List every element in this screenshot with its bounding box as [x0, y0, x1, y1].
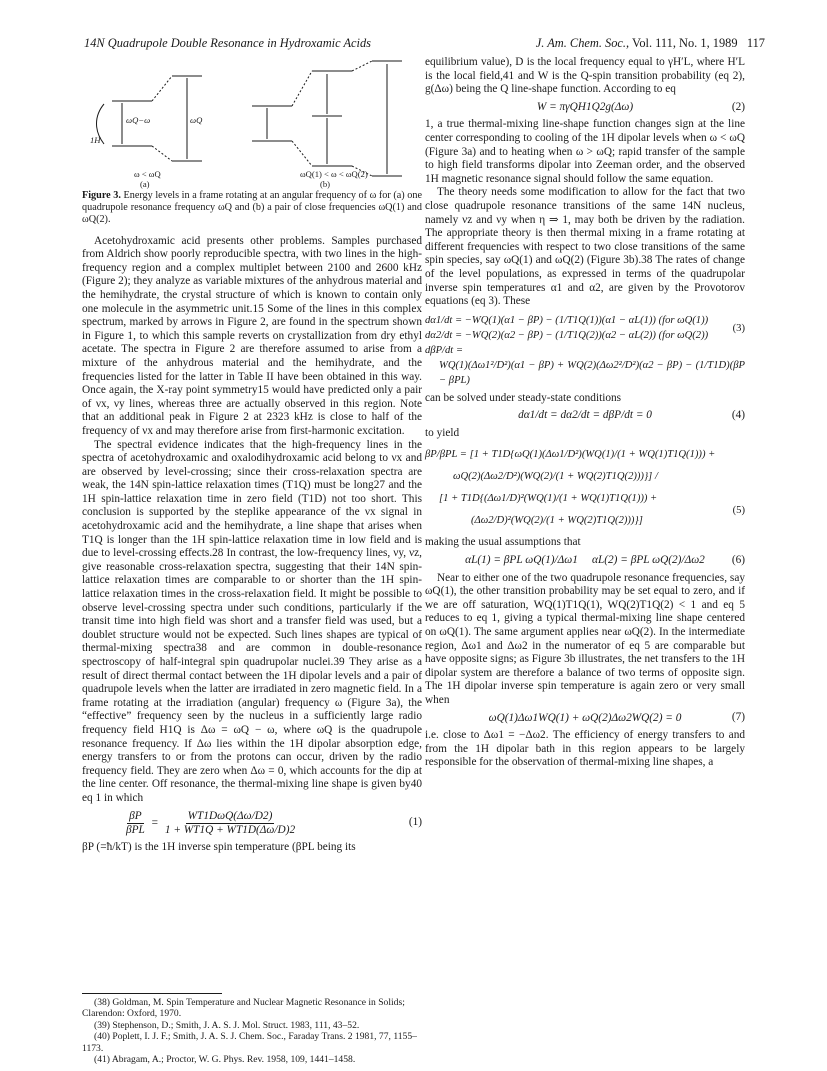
- equation-1: $\frac{\beta P}{\text{βPL}}$ = $\frac{\text{WT1DωQ(Δω/D2)}}{1 + WT1Q + WT1D(\Delta\omega/D)2}$ (1): [126, 809, 422, 836]
- figure-3: [82, 56, 422, 189]
- eq3-line4: WQ(1)(Δω1²/D²)(α1 − βP) + WQ(2)(Δω2²/D²)(α2 − βP) − (1/T1D)(βP − βPL): [439, 359, 745, 386]
- fig-label-wqw: ωQ−ω: [126, 115, 151, 125]
- paragraph-acetohydroxamic: Acetohydroxamic acid presents other problems. Samples purchased from Aldrich show poorly reproducible spectra, with two lines in the high-frequency region and a complex multiplet between 2100 and 2600 kHz (Figure 2); they analyze as variable mixtures of the anhydrous material and the hemihydrate, the crystal structure of which is known to contain only one molecule in the asymmetric unit.15 Some of the lines in this complex spectrum, marked by arrows in Figure 2, are found in the spectrum shown in Figure 1, to which this sample reverts on crystallization from dry ethyl acetate. The spectra in Figure 2 are therefore assumed to arise from a mixture of the anhydrous material and the hemihydrate, and the frequencies listed for the latter in Table II have been obtained in this way. Once again, the X-ray point symmetry15 would have predicted only a pair of νx, νy lines, whereas three are actually observed in this region. Note that an additional peak in Figure 2 at 2323 kHz is close to half of the frequency of νx and may therefore arise from first-harmonic excitation.: [82, 234, 422, 437]
- paragraph-near-resonance: Near to either one of the two quadrupole resonance frequencies, say ωQ(1), the other transition probability may be set equal to zero, and if we are off saturation, WQ(1)T1Q(1), WQ(2)T1Q(2) < 1 and eq 5 reduces to eq 1, giving a typical thermal-mixing line shape centered on ωQ(1). The same argument applies near ωQ(2). In the intermediate region, Δω1 and Δω2 in the numerator of eq 5 are comparable but have opposite signs; as Figure 3b illustrates, the net transfers to the 1H dipolar system are therefore a balance of two terms of opposite sign. The 1H dipolar inverse spin temperature is again zero or very small when: [425, 571, 745, 706]
- journal-volume: Vol. 111, No. 1, 1989: [632, 36, 738, 50]
- right-column: [425, 56, 745, 770]
- paragraph-tail: βP (=ħ/kT) is the 1H inverse spin temperature (βPL being its: [82, 840, 356, 853]
- eq5-line4: (Δω2/D)²(WQ(2)/(1 + WQ(2)T1Q(2)))}]: [471, 515, 643, 527]
- page-number: 117: [746, 36, 765, 50]
- eq2-number: (2): [731, 100, 745, 113]
- journal-name: J. Am. Chem. Soc.,: [535, 36, 630, 50]
- caption-label: Figure 3.: [82, 190, 121, 201]
- paragraph-thermal-mixing: 1, a true thermal-mixing line-shape function changes sign at the line center corresponding to cooling of the 1H dipolar levels when ω < ωQ (Figure 3a) and to heating when ω > ωQ; rapid transfer of the sample to high field transforms dipolar into Zeeman order, and the observed 1H magnetic resonance signal should follow the same equation.: [425, 118, 745, 185]
- eq1-lhs: [124, 810, 147, 837]
- eq1-rhs-num: WT1DωQ(Δω/D2): [187, 809, 273, 822]
- eq3-line1: dα1/dt = −WQ(1)(α1 − βP) − (1/T1Q(1))(α1 − αL(1)) (for ωQ(1)): [425, 314, 709, 326]
- panel-b-levels: [252, 61, 402, 176]
- eq3-line3: dβP/dt =: [425, 344, 464, 356]
- equation-4: [425, 409, 745, 423]
- equation-5: [425, 444, 745, 532]
- reference-41: (41) Abragam, A.; Proctor, W. G. Phys. Rev. 1958, 109, 1441–1458.: [94, 1054, 356, 1066]
- paragraph-equilibrium: equilibrium value), D is the local frequency equal to γH′L, where H′L is the local field,41 and W is the Q-spin transition probability (eq 2), g(Δω) being the Q line-shape function. According to eq: [425, 56, 745, 96]
- eq6-number: (6): [731, 554, 745, 567]
- eq4-body: dα1/dt = dα2/dt = dβP/dt = 0: [518, 409, 652, 422]
- eq7-number: (7): [731, 711, 745, 724]
- paragraph-assumptions: making the usual assumptions that: [425, 536, 581, 549]
- reference-38: (38) Goldman, M. Spin Temperature and Nuclear Magnetic Resonance in Solids; Clarendon: Oxford, 1970.: [82, 997, 405, 1020]
- equation-6: [425, 554, 745, 568]
- references: [82, 993, 422, 1065]
- eq5-line1: βP/βPL = [1 + T1D{ωQ(1)(Δω1/D²)(WQ(1)/(1 + WQ(1)T1Q(1))) +: [425, 449, 716, 461]
- eq3-line2: dα2/dt = −WQ(2)(α2 − βP) − (1/T1Q(2))(α2 − αL(2)) (for ωQ(2)): [425, 329, 709, 341]
- equation-2: [425, 101, 745, 115]
- left-column: [82, 56, 422, 854]
- references-rule: [82, 993, 222, 994]
- fig-cond-a: ω < ωQ: [134, 169, 161, 179]
- fig-label-wq: ωQ: [190, 115, 203, 125]
- eq4-number: (4): [731, 409, 745, 422]
- eq7-body: ωQ(1)Δω1WQ(1) + ωQ(2)Δω2WQ(2) = 0: [488, 711, 682, 724]
- fig-cond-b: ωQ(1) < ω < ωQ(2): [300, 169, 368, 179]
- eq1-lhs-den: βPL: [126, 823, 145, 836]
- paragraph-efficiency: i.e. close to Δω1 = −Δω2. The efficiency of energy transfers to and from the 1H dipolar bath in this region appears to be largely responsible for the observation of thermal-mixing line shapes, a: [425, 729, 745, 769]
- eq5-number: (5): [732, 505, 745, 517]
- eq5-line2: ωQ(2)(Δω2/D²)(WQ(2)/(1 + WQ(2)T1Q(2)))}] /: [453, 471, 658, 483]
- equation-7: [425, 712, 745, 726]
- caption-text: Energy levels in a frame rotating at an angular frequency of ω for (a) one quadrupole resonance frequency ωQ and (b) a pair of close frequencies ωQ(1) and ωQ(2).: [82, 190, 422, 226]
- reference-40: (40) Poplett, I. J. F.; Smith, J. A. S. J. Chem. Soc., Faraday Trans. 2 1981, 77, 1155–1173.: [82, 1031, 417, 1054]
- fig-panel-b: (b): [320, 179, 331, 189]
- eq1-lhs-num: βP: [129, 809, 142, 822]
- eq6-body: αL(1) = βPL ωQ(1)/Δω1 αL(2) = βPL ωQ(2)/Δω2: [465, 554, 705, 567]
- figure-caption: [82, 190, 422, 227]
- running-title: 14N Quadrupole Double Resonance in Hydroxamic Acids: [84, 36, 371, 50]
- paragraph-to-yield: to yield: [425, 426, 460, 439]
- eq2-body: W = πγQH1Q2g(Δω): [536, 100, 634, 113]
- eq3-number: (3): [732, 322, 745, 334]
- paragraph-steady-state: can be solved under steady-state conditions: [425, 391, 622, 404]
- eq1-number: (1): [408, 816, 422, 829]
- equation-3: [425, 313, 745, 388]
- journal-citation: [536, 36, 765, 51]
- eq1-rhs-den: 1 + WT1Q + WT1D(Δω/D)2: [164, 823, 296, 836]
- eq1-rhs: [163, 810, 297, 837]
- paragraph-spectral-evidence: The spectral evidence indicates that the high-frequency lines in the spectra of acetohydroxamic and oxalodihydroxamic acid belong to νx and are observed by level-crossing; since their cross-relaxation spectra are weak, the 14N spin-lattice relaxation times (T1Q) must be long27 and the 1H spin-lattice relaxation time in zero field (T1D) not too short. This conclusion is supported by the steplike appearance of the νx signal in acetohydroxamic acid and the hemihydrate, a line shape that arises when T1Q is longer than the 1H spin-lattice relaxation time in low field and is due to level-crossing effects.28 In contrast, the low-frequency lines, νy, νz, give reasonable cross-relaxation spectra, suggesting that their 14N spin-lattice relaxation times are comparable to or shorter than the 1H spin-lattice relaxation times in the cross-relaxation field. It might be possible to observe level-crossing spectra under such conditions, particularly if the transit time into high field was short and a transfer field was used, but a doublet structure would not be expected. Such lines shapes are typical of thermal-mixing spectra38 and are common in double-resonance spectroscopy of half-integral spin quadrupolar nuclei.39 They arise as a result of direct thermal contact between the 1H dipolar levels and a pair of quadrupole levels when the latter are irradiated in zero magnetic field. In a frame rotating at the irradiation (angular) frequency ω (Figure 3a), the “effective” frequency seen by the nucleus in a sufficiently large radio frequency field H1Q is Δω = ωQ − ω, where ωQ is the quadrupole resonance frequency. If Δω lies within the 1H dipolar absorption edge, energy transfers to or from the protons can occur, driven by the radio frequency field. They are zero when Δω = 0, which accounts for the dip at the line center. Off resonance, the thermal-mixing line shape is given by40 eq 1 in which: [82, 438, 422, 804]
- eq5-line3: [1 + T1D{(Δω1/D)²(WQ(1)/(1 + WQ(1)T1Q(1))) +: [439, 493, 658, 505]
- fig-label-h: 1H: [90, 135, 101, 145]
- reference-39: (39) Stephenson, D.; Smith, J. A. S. J. Mol. Struct. 1983, 111, 43–52.: [94, 1019, 360, 1031]
- paragraph-theory: The theory needs some modification to allow for the fact that two close quadrupole resonance transitions of the same 14N nucleus, namely νz and νy when η ⇒ 1, may both be driven by the radiation. The appropriate theory is then thermal mixing in a frame rotating at different frequencies with respect to two close transitions of the same spin species, say ωQ(1) and ωQ(2) (Figure 3b).38 The rates of change of the level populations, as expressed in terms of the quadrupolar inverse spin temperatures α1 and α2, are given by the Provotorov equations (eq 3). These: [425, 186, 745, 308]
- fig-panel-a: (a): [140, 179, 150, 189]
